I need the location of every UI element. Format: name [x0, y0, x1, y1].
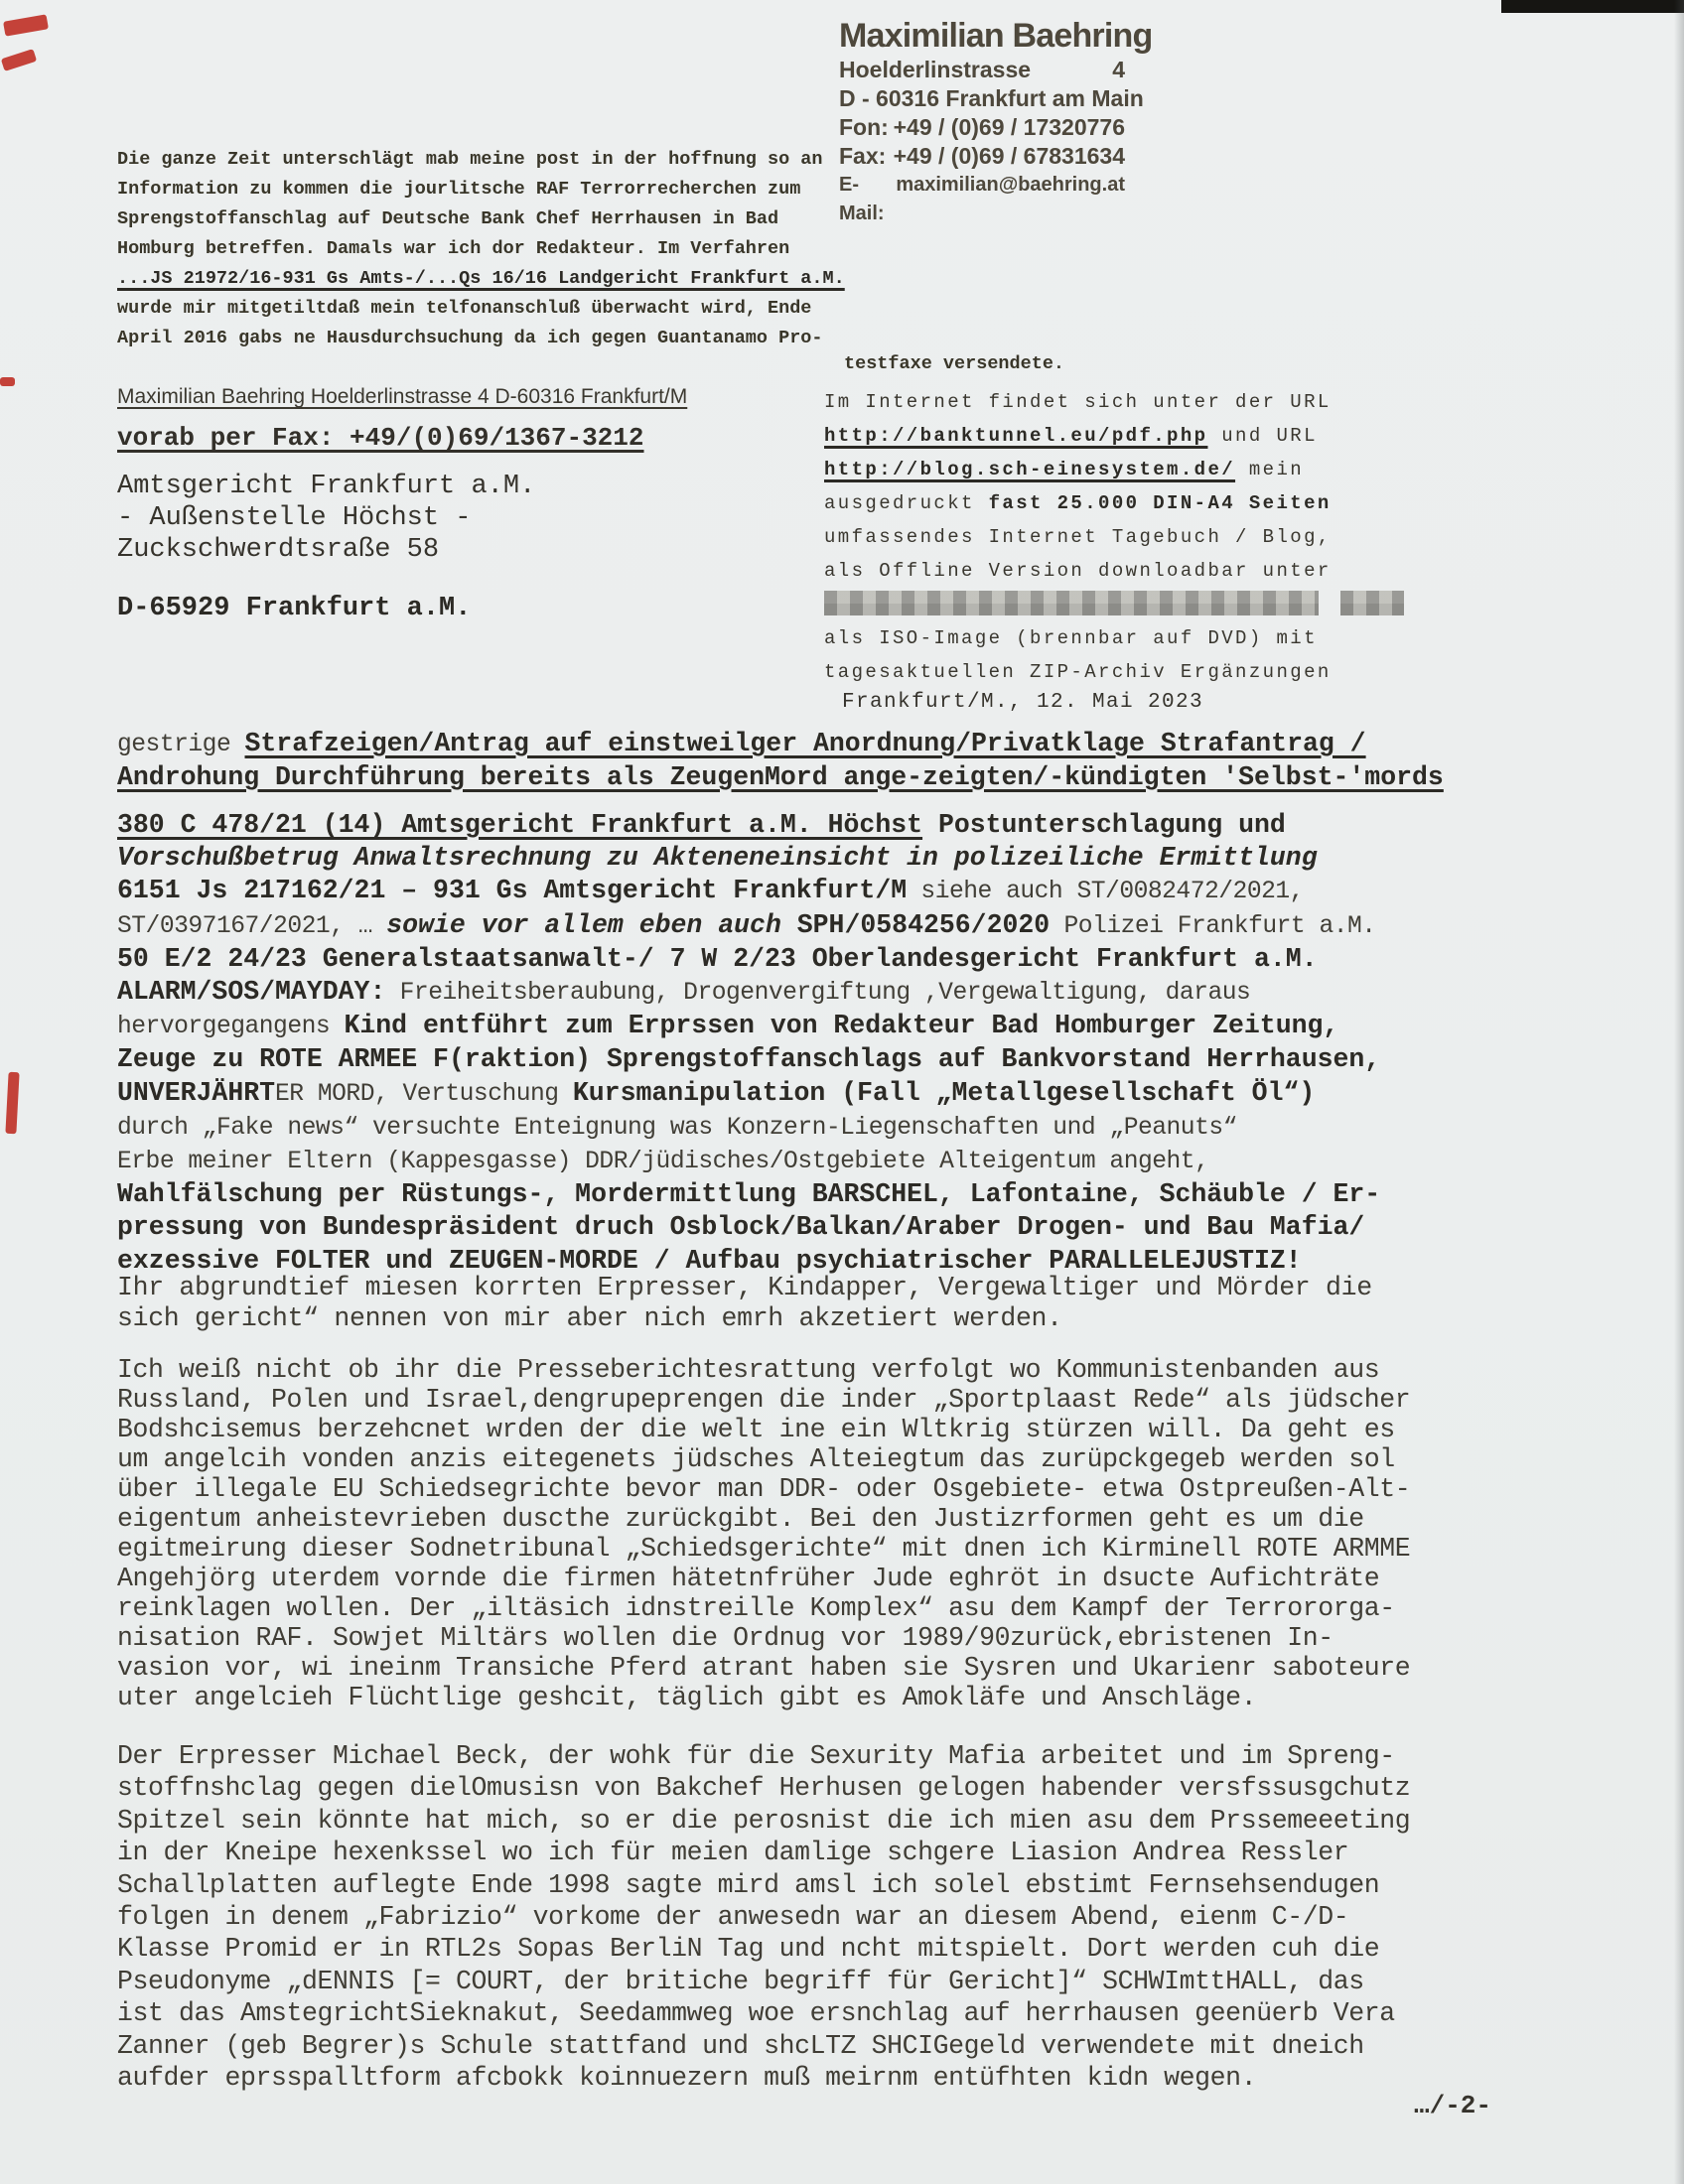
text-line: folgen in denem „Fabrizio“ vorkome der anwesedn war an diesem Abend, eienm C-/D- — [117, 1902, 1349, 1933]
subject-case-block — [117, 809, 1380, 1278]
text-line: Ich weiß nicht ob ihr die Presseberichtesrattung verfolgt wo Kommunistenbanden aus — [117, 1355, 1380, 1385]
text-line: Erbe meiner Eltern (Kappesgasse) DDR/jüdisches/Ostgebiete Alteigentum angeht, — [117, 1148, 1209, 1176]
date-line: Frankfurt/M., 12. Mai 2023 — [842, 691, 1204, 714]
text-line: egitmeirung dieser Sodnetribunal „Schiedsgerichte“ mit dnen ich Kirminell ROTE ARMME — [117, 1534, 1411, 1564]
recipient-address — [117, 471, 535, 624]
letterhead — [839, 16, 1153, 228]
text-line: hervorgegangens Kind entführt zum Erprssen von Redakteur Bad Homburger Zeitung, — [117, 1011, 1339, 1041]
text-line: Russland, Polen und Israel,dengrupeprengen die inder „Sportplaast Rede“ als jüdscher — [117, 1385, 1411, 1415]
text-line — [117, 566, 535, 593]
body-paragraph-1 — [117, 1355, 1410, 1712]
text-line: wurde mir mitgetiltdaß mein telfonanschluß überwacht wird, Ende — [117, 298, 812, 319]
text-line: in der Kneipe hexenkssel wo ich für meien damlige schgere Liasion Andrea Ressler — [117, 1838, 1349, 1868]
text-line: stoffnshclag gegen dielOmusisn von Bakchef Herhusen gelogen habender versfssusgchutz — [117, 1773, 1411, 1804]
text-line: Information zu kommen die jourlitsche RAF Terrorrecherchen zum — [117, 179, 801, 200]
text-line: nisation RAF. Sowjet Miltärs wollen die Ordnug vor 1989/90zurück,ebristenen In- — [117, 1623, 1333, 1653]
text-line: aufder eprsspalltform afcbokk koinnuezern muß meirnm entüfhten kidn wegen. — [117, 2063, 1257, 2094]
text-line: uter angelcieh Flüchtlige geshcit, täglich gibt es Amokläfe und Anschläge. — [117, 1683, 1257, 1712]
text-line: als ISO-Image (brennbar auf DVD) mit — [824, 627, 1318, 649]
fon-number: +49 / (0)69 / 17320776 — [893, 114, 1125, 140]
text-line: exzessive FOLTER und ZEUGEN-MORDE / Aufbau psychiatrischer PARALLELEJUSTIZ! — [117, 1245, 1302, 1276]
text-line: pressung von Bundespräsident druch Osblock/Balkan/Araber Drogen- und Bau Mafia/ — [117, 1212, 1365, 1243]
text-line: 50 E/2 24/23 Generalstaatsanwalt-/ 7 W 2/23 Oberlandesgericht Frankfurt a.M. — [117, 943, 1318, 974]
text-line: http://banktunnel.eu/pdf.php und URL — [824, 425, 1318, 447]
letterhead-email-row — [839, 171, 1125, 228]
footer-page-number: …/-2- — [1414, 2091, 1492, 2120]
text-line: 380 C 478/21 (14) Amtsgericht Frankfurt a.M. Höchst Postunterschlagung und — [117, 810, 1286, 840]
red-pen-mark — [0, 377, 15, 386]
text-line — [824, 588, 1404, 621]
text-line: gestrige Strafzeigen/Antrag auf einstweilger Anordnung/Privatklage Strafantrag / — [117, 729, 1366, 758]
text-line: Pseudonyme „dENNIS [= COURT, der britiche begriff für Gericht]“ SCHWImttHALL, das — [117, 1966, 1364, 1996]
text-line: Wahlfälschung per Rüstungs-, Mordermittlung BARSCHEL, Lafontaine, Schäuble / Er- — [117, 1179, 1381, 1210]
text-line: - Außenstelle Höchst - — [117, 503, 472, 533]
text-line: Bodshcisemus berzehcnet wrden der die welt ine ein Wltkrig stürzen will. Da geht es — [117, 1415, 1395, 1444]
intro-paragraph — [117, 145, 845, 353]
fax-label: Fax: — [839, 143, 887, 169]
salutation-paragraph — [117, 1273, 1372, 1334]
letterhead-name: Maximilian Baehring — [839, 17, 1153, 55]
text-line: ST/0397167/2021, … sowie vor allem eben auch SPH/0584256/2020 Polizei Frankfurt a.M. — [117, 909, 1376, 940]
text-line: Ihr abgrundtief miesen korrten Erpresser, Kindapper, Vergewaltiger und Mörder die — [117, 1273, 1372, 1302]
text-line: ...JS 21972/16-931 Gs Amts-/...Qs 16/16 Landgericht Frankfurt a.M. — [117, 268, 845, 289]
text-line: ist das AmstegrichtSieknakut, Seedammweg woe ersnchlag auf herrhausen geenüerb Vera — [117, 1998, 1395, 2029]
letterhead-city: D - 60316 Frankfurt am Main — [839, 85, 1144, 111]
text-line: Androhung Durchführung bereits als ZeugenMord ange-zeigten/-kündigten 'Selbst-'mords — [117, 762, 1444, 792]
text-line: vasion vor, wi ineinm Transiche Pferd atrant haben sie Sysren und Ukarienr saboteure — [117, 1653, 1411, 1683]
text-line: als Offline Version downloadbar unter — [824, 560, 1332, 582]
text-line: http://blog.sch-einesystem.de/ mein — [824, 459, 1305, 480]
text-line: D-65929 Frankfurt a.M. — [117, 594, 472, 623]
scan-edge-shadow — [1674, 0, 1684, 2184]
text-line: tagesaktuellen ZIP-Archiv Ergänzungen — [824, 661, 1332, 683]
email-address: maximilian@baehring.at — [896, 174, 1125, 196]
text-line: durch „Fake news“ versuchte Enteignung was Konzern-Liegenschaften und „Peanuts“ — [117, 1113, 1237, 1142]
reference-lines — [117, 728, 1444, 794]
text-line: Die ganze Zeit unterschlägt mab meine post in der hoffnung so an — [117, 149, 823, 170]
text-line: Sprengstoffanschlag auf Deutsche Bank Chef Herrhausen in Bad — [117, 208, 779, 229]
text-line: Klasse Promid er in RTL2s Sopas BerliN Tag und ncht mitspielt. Dort werden cuh die — [117, 1934, 1380, 1965]
text-line: reinklagen wollen. Der „iltäsich idnstreille Komplex“ asu dem Kampf der Terrororga- — [117, 1593, 1395, 1623]
redacted-url-block — [824, 591, 1319, 615]
text-line: Im Internet findet sich unter der URL — [824, 391, 1332, 413]
redacted-url-block — [1340, 591, 1404, 615]
text-line: sich gericht“ nennen von mir aber nich emrh akzetiert werden. — [117, 1303, 1062, 1333]
intro-paragraph-continuation: testfaxe versendete. — [844, 353, 1065, 374]
text-line: 6151 Js 217162/21 – 931 Gs Amtsgericht Frankfurt/M siehe auch ST/0082472/2021, — [117, 876, 1304, 906]
fax-advance-notice: vorab per Fax: +49/(0)69/1367-3212 — [117, 423, 644, 453]
text-line: April 2016 gabs ne Hausdurchsuchung da ich gegen Guantanamo Pro- — [117, 328, 823, 348]
red-pen-mark — [1, 49, 37, 71]
text-line: ALARM/SOS/MAYDAY: Freiheitsberaubung, Drogenvergiftung ,Vergewaltigung, daraus — [117, 977, 1251, 1008]
body-paragraph-2 — [117, 1740, 1410, 2094]
letterhead-house-number: 4 — [1112, 57, 1125, 82]
text-line: Zanner (geb Begrer)s Schule stattfand und shcLTZ SHCIGegeld verwendete mit dneich — [117, 2030, 1364, 2061]
letterhead-street: Hoelderlinstrasse — [839, 57, 1032, 82]
text-line: Zeuge zu ROTE ARMEE F(raktion) Sprengstoffanschlags auf Bankvorstand Herrhausen, — [117, 1044, 1381, 1075]
text-line: UNVERJÄHRTER MORD, Vertuschung Kursmanipulation (Fall „Metallgesellschaft Öl“) — [117, 1077, 1316, 1108]
text-line: Zuckschwerdtsraße 58 — [117, 535, 440, 565]
text-line: Der Erpresser Michael Beck, der wohk für die Sexurity Mafia arbeitet und im Spreng- — [117, 1741, 1395, 1771]
text-line: umfassendes Internet Tagebuch / Blog, — [824, 526, 1332, 548]
text-line: Homburg betreffen. Damals war ich dor Redakteur. Im Verfahren — [117, 238, 790, 259]
letterhead-street-row — [839, 56, 1125, 84]
text-line: Schallplatten auflegte Ende 1998 sagte mird amsl ich solel ebstimt Fernsehsendugen — [117, 1869, 1380, 1900]
text-line: eigentum anheistevrieben duscthe zurückgibt. Bei den Justizrformen geht es um die — [117, 1504, 1364, 1534]
fax-number: +49 / (0)69 / 67831634 — [893, 143, 1125, 169]
scanner-corner-artifact — [1501, 0, 1684, 13]
text-line: Angehjörg uterdem vornde die firmen hätetnfrüher Jude eghröt in dsucte Aufichträte — [117, 1564, 1380, 1593]
text-line: Amtsgericht Frankfurt a.M. — [117, 472, 536, 501]
fon-label: Fon: — [839, 114, 889, 140]
letterhead-fon-row — [839, 113, 1125, 142]
red-pen-mark — [3, 14, 49, 36]
text-line: um angelcih vonden anzis eitegenets jüdsches Alteiegtum das zurüpckgegeb werden sol — [117, 1444, 1395, 1474]
letterhead-fax-row — [839, 142, 1125, 171]
email-label: E-Mail: — [839, 174, 885, 224]
sender-address-line: Maximilian Baehring Hoelderlinstrasse 4 D-60316 Frankfurt/M — [117, 385, 688, 408]
text-line: Spitzel sein könnte hat mich, so er die perosnist die ich mien asu dem Prssemeeeting — [117, 1805, 1411, 1836]
internet-info-block — [824, 385, 1404, 689]
text-line: ausgedruckt fast 25.000 DIN-A4 Seiten — [824, 492, 1332, 514]
red-pen-mark — [5, 1072, 19, 1134]
text-line: Vorschußbetrug Anwaltsrechnung zu Akteneneinsicht in polizeiliche Ermittlung — [117, 843, 1318, 874]
text-line: über illegale EU Schiedsegrichte bevor man DDR- oder Osgebiete- etwa Ostpreußen-Alt- — [117, 1474, 1411, 1504]
